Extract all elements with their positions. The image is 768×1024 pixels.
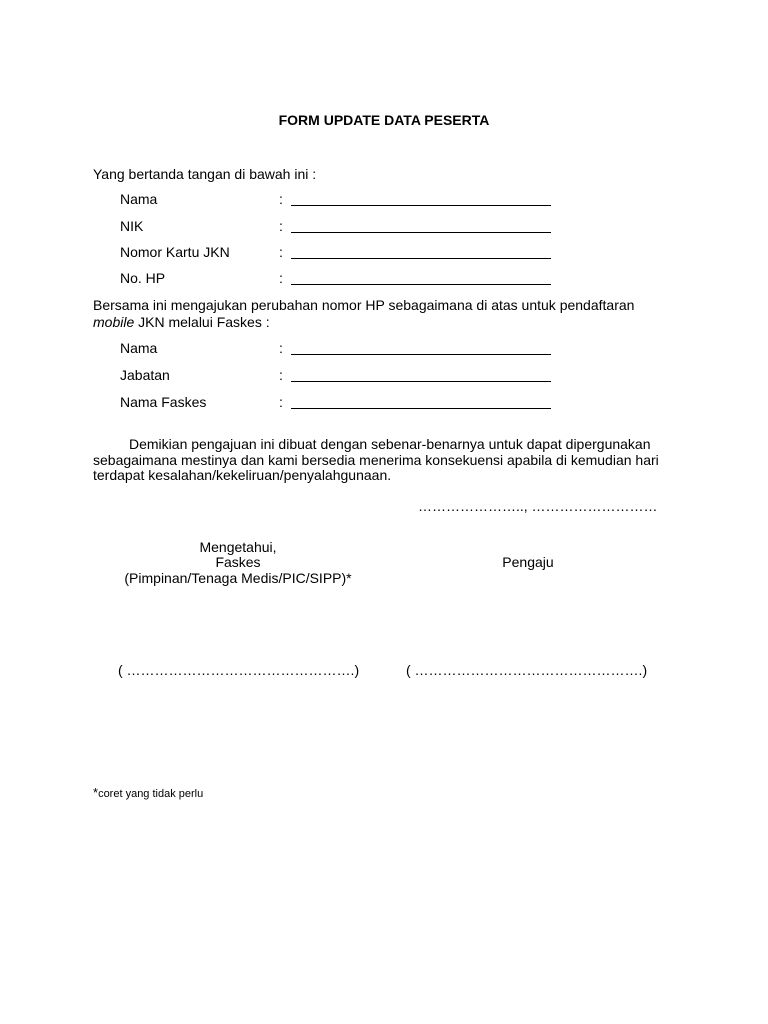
signatory-right-label: Pengaju [502, 554, 554, 570]
form-title: FORM UPDATE DATA PESERTA [278, 112, 490, 128]
footnote [93, 784, 203, 803]
field-label: No. HP [120, 270, 166, 286]
place-date: ………………….., ……………………… [418, 498, 658, 514]
signatory-left-line-2: Faskes [215, 554, 261, 570]
request-line-2 [93, 314, 270, 331]
intro-text: Yang bertanda tangan di bawah ini : [93, 166, 317, 182]
fill-line [291, 205, 551, 206]
field-colon: : [279, 270, 283, 286]
field-colon: : [279, 367, 283, 383]
field-colon: : [279, 218, 283, 234]
fill-line [291, 258, 551, 259]
field-label: Jabatan [120, 367, 170, 383]
mobile-italic: mobile [93, 314, 135, 330]
footnote-star: * [93, 785, 99, 800]
fill-line [291, 408, 551, 409]
field-colon: : [279, 244, 283, 260]
fill-line [291, 284, 551, 285]
fill-line [291, 381, 551, 382]
signatory-left-line-1: Mengetahui, [199, 539, 277, 555]
statement-line-2: sebagaimana mestinya dan kami bersedia menerima konsekuensi apabila di kemudian hari [93, 452, 659, 468]
field-label: NIK [120, 218, 144, 234]
footnote-text: coret yang tidak perlu [98, 788, 204, 800]
field-colon: : [279, 191, 283, 207]
field-colon: : [279, 340, 283, 356]
signature-line-right: ( ………………………………………….) [406, 662, 648, 678]
fill-line [291, 232, 551, 233]
field-label: Nama [120, 340, 158, 356]
field-label: Nama [120, 191, 158, 207]
request-line-2-rest: JKN melalui Faskes : [134, 314, 270, 330]
fill-line [291, 354, 551, 355]
field-label: Nama Faskes [120, 394, 207, 410]
signature-line-left: ( ………………………………………….) [118, 662, 360, 678]
statement-line-1: Demikian pengajuan ini dibuat dengan sebenar-benarnya untuk dapat dipergunakan [129, 436, 651, 452]
field-colon: : [279, 394, 283, 410]
statement-line-3: terdapat kesalahan/kekeliruan/penyalahgunaan. [93, 467, 392, 483]
signatory-left-line-3: (Pimpinan/Tenaga Medis/PIC/SIPP)* [124, 570, 352, 586]
field-label: Nomor Kartu JKN [120, 244, 230, 260]
request-line-1: Bersama ini mengajukan perubahan nomor HP sebagaimana di atas untuk pendaftaran [93, 297, 635, 313]
